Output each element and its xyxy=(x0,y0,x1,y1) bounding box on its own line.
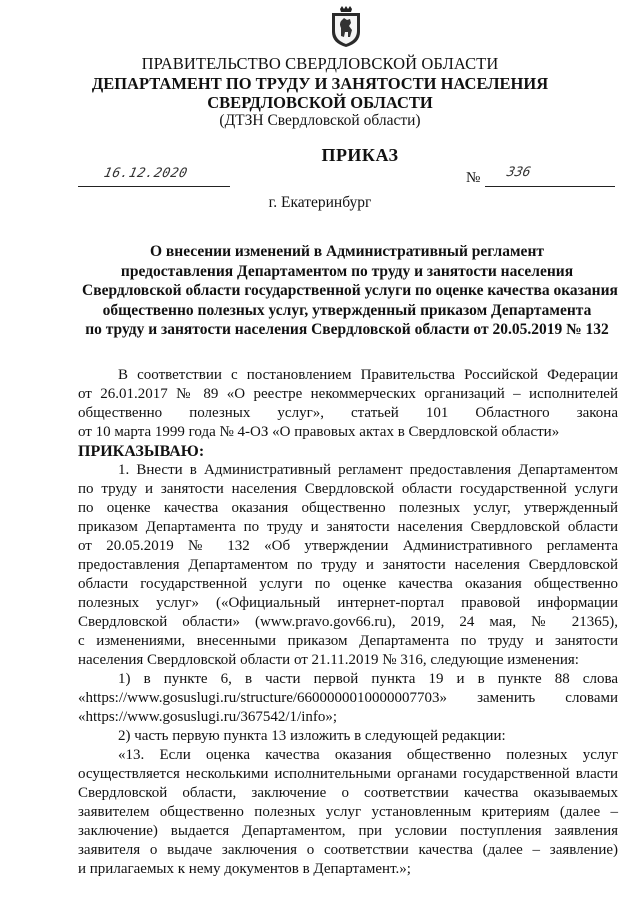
title-line: по труду и занятости населения Свердловской области от 20.05.2019 № 132 xyxy=(85,321,609,338)
body-line: и прилагаемых к нему документов в Департамент.»; xyxy=(78,861,411,877)
city: г. Екатеринбург xyxy=(268,194,372,211)
body-line: области государственной услуги по оценке качества оказания общественно xyxy=(78,576,618,592)
body-line: осуществляется несколькими исполнительными органами государственной власти xyxy=(78,766,618,782)
body-line: 1) в пункте 6, в части первой пункта 19 и в пункте 88 слова xyxy=(118,671,618,687)
number-label: № xyxy=(466,170,481,186)
body-line: с изменениями, внесенными приказом Департамента по труду и занятости xyxy=(78,633,618,649)
body-line: по оценке качества оказания общественно полезных услуг, утвержденный xyxy=(78,500,618,516)
department-name-line2: СВЕРДЛОВСКОЙ ОБЛАСТИ xyxy=(207,93,433,112)
order-keyword: ПРИКАЗЫВАЮ: xyxy=(78,443,205,460)
body-line: 1. Внести в Административный регламент предоставления Департаментом xyxy=(118,462,618,478)
body-line: заявителя о выдаче заключения о соответствии качества (далее – заявление) xyxy=(78,842,618,858)
body-line: «https://www.gosuslugi.ru/367542/1/info»; xyxy=(78,709,338,725)
body-line: от 26.01.2017 № 89 «О реестре некоммерческих организаций – исполнителей xyxy=(78,386,618,402)
body-line: заключение) выдается Департаментом, при условии поступления заявления xyxy=(78,823,618,839)
document-body xyxy=(78,366,618,879)
government-name: ПРАВИТЕЛЬСТВО СВЕРДЛОВСКОЙ ОБЛАСТИ xyxy=(141,54,499,73)
handwritten-number: 336 xyxy=(505,165,533,180)
body-line: предоставления Департаментом по труду и занятости населения Свердловской xyxy=(78,557,618,573)
body-line: полезных услуг» («Официальный интернет-портал правовой информации xyxy=(78,595,618,611)
coat-of-arms-icon xyxy=(329,6,363,48)
department-name-line1: ДЕПАРТАМЕНТ ПО ТРУДУ И ЗАНЯТОСТИ НАСЕЛЕНИЯ xyxy=(91,74,549,93)
number-field xyxy=(485,165,615,187)
body-line: от 20.05.2019 № 132 «Об утверждении Административного регламента xyxy=(78,538,618,554)
body-line: населения Свердловской области от 21.11.2019 № 316, следующие изменения: xyxy=(78,652,579,668)
body-line: приказом Департамента по труду и занятости населения Свердловской области xyxy=(78,519,618,535)
document-type: ПРИКАЗ xyxy=(321,145,399,165)
handwritten-date: 16.12.2020 xyxy=(102,166,189,181)
body-line: Свердловской области» (www.pravo.gov66.ru), 2019, 24 мая, № 21365), xyxy=(78,614,618,630)
body-line: «13. Если оценка качества оказания общественно полезных услуг xyxy=(118,747,618,763)
title-line: О внесении изменений в Административный регламент xyxy=(150,243,544,260)
title-line: общественно полезных услуг, утвержденный приказом Департамента xyxy=(102,301,592,319)
document-title xyxy=(82,242,618,340)
department-abbreviation: (ДТЗН Свердловской области) xyxy=(219,112,421,129)
title-line: Свердловской области государственной услуги по оценке качества оказания xyxy=(82,282,618,299)
title-line: предоставления Департаментом по труду и занятости населения xyxy=(120,262,574,280)
body-line: по труду и занятости населения Свердловской области государственной услуги xyxy=(78,481,618,497)
body-line: В соответствии с постановлением Правительства Российской Федерации xyxy=(118,367,618,383)
body-line: Свердловской области, заключение о соответствии качества оказываемых xyxy=(78,785,618,801)
body-line: заявителем общественно полезных услуг установленным критериям (далее – xyxy=(78,804,618,820)
body-line: от 10 марта 1999 года № 4-ОЗ «О правовых актах в Свердловской области» xyxy=(78,424,560,440)
body-line: 2) часть первую пункта 13 изложить в следующей редакции: xyxy=(118,728,506,744)
body-line: общественно полезных услуг», статьей 101 Областного закона xyxy=(78,405,618,421)
date-field xyxy=(78,168,230,187)
body-line: «https://www.gosuslugi.ru/structure/6600000010000007703» заменить словами xyxy=(78,690,618,706)
